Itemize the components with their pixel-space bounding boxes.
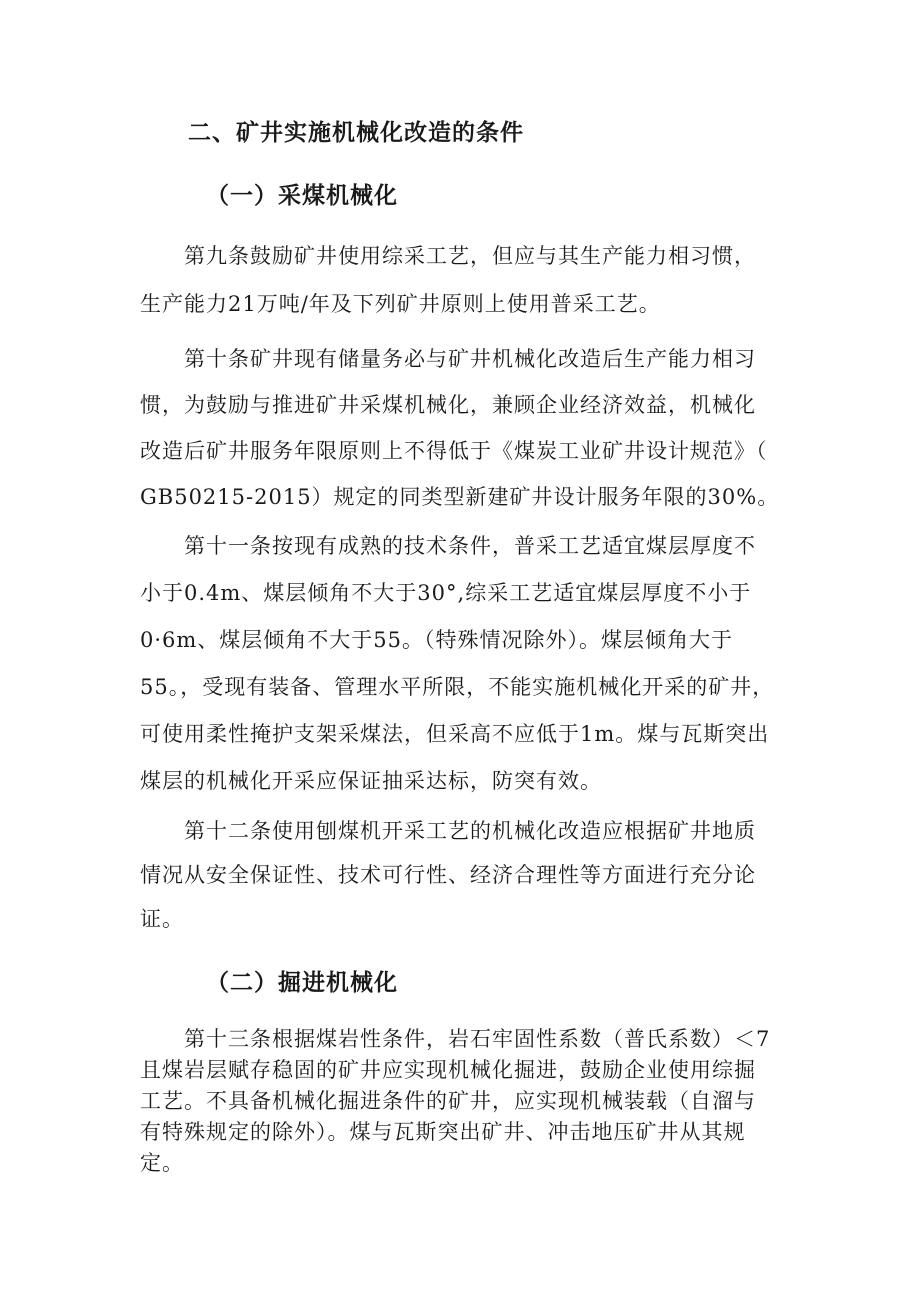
paragraph-line: 第十条矿井现有储量务必与矿井机械化改造后生产能力相习	[184, 347, 756, 371]
paragraph-line: 可使用柔性掩护支架采煤法，但采高不应低于1m。煤与瓦斯突出	[140, 722, 770, 746]
paragraph-line: 情况从安全保证性、技术可行性、经济合理性等方面进行充分论	[140, 863, 756, 887]
paragraph-line: 证。	[140, 907, 184, 931]
paragraph-line: 有特殊规定的除外）。煤与瓦斯突出矿井、冲击地压矿井从其规	[140, 1120, 746, 1144]
paragraph-article-10	[140, 336, 800, 520]
subsection-heading-tunneling: （二）掘进机械化	[206, 969, 398, 996]
paragraph-line: 惯，为鼓励与推进矿井采煤机械化，兼顾企业经济效益，机械化	[140, 393, 756, 417]
paragraph-line: 第十三条根据煤岩性条件，岩石牢固性系数（普氏系数）＜7	[184, 1027, 771, 1051]
paragraph-article-12	[140, 809, 800, 941]
subsection-heading-mining: （一）采煤机械化	[206, 182, 398, 209]
paragraph-line: 煤层的机械化开采应保证抽采达标，防突有效。	[140, 769, 602, 793]
paragraph-line: 第九条鼓励矿井使用综采工艺，但应与其生产能力相习惯，	[184, 244, 756, 268]
paragraph-line: 0·6m、煤层倾角不大于55。（特殊情况除外）。煤层倾角大于	[140, 628, 734, 652]
paragraph-article-11	[140, 523, 800, 805]
paragraph-line: 55。，受现有装备、管理水平所限，不能实施机械化开采的矿井，	[140, 675, 775, 699]
paragraph-line: 工艺。不具备机械化掘进条件的矿井，应实现机械装载（自溜与	[140, 1089, 756, 1113]
section-heading: 二、矿井实施机械化改造的条件	[188, 119, 524, 146]
paragraph-line: 且煤岩层赋存稳固的矿井应实现机械化掘进，鼓励企业使用综掘	[140, 1058, 756, 1082]
paragraph-line: 生产能力21万吨/年及下列矿井原则上使用普采工艺。	[140, 292, 661, 316]
paragraph-line: 第十一条按现有成熟的技术条件，普采工艺适宜煤层厚度不	[184, 534, 756, 558]
paragraph-article-9	[140, 232, 800, 328]
paragraph-line: 第十二条使用刨煤机开采工艺的机械化改造应根据矿井地质	[184, 819, 756, 843]
paragraph-article-13	[140, 1024, 800, 1179]
paragraph-line: GB50215-2015）规定的同类型新建矿井设计服务年限的30%。	[140, 485, 780, 509]
paragraph-line: 小于0.4m、煤层倾角不大于30°,综采工艺适宜煤层厚度不小于	[140, 581, 752, 605]
paragraph-line: 改造后矿井服务年限原则上不得低于《煤炭工业矿井设计规范》（	[140, 439, 768, 463]
paragraph-line: 定。	[140, 1151, 184, 1175]
